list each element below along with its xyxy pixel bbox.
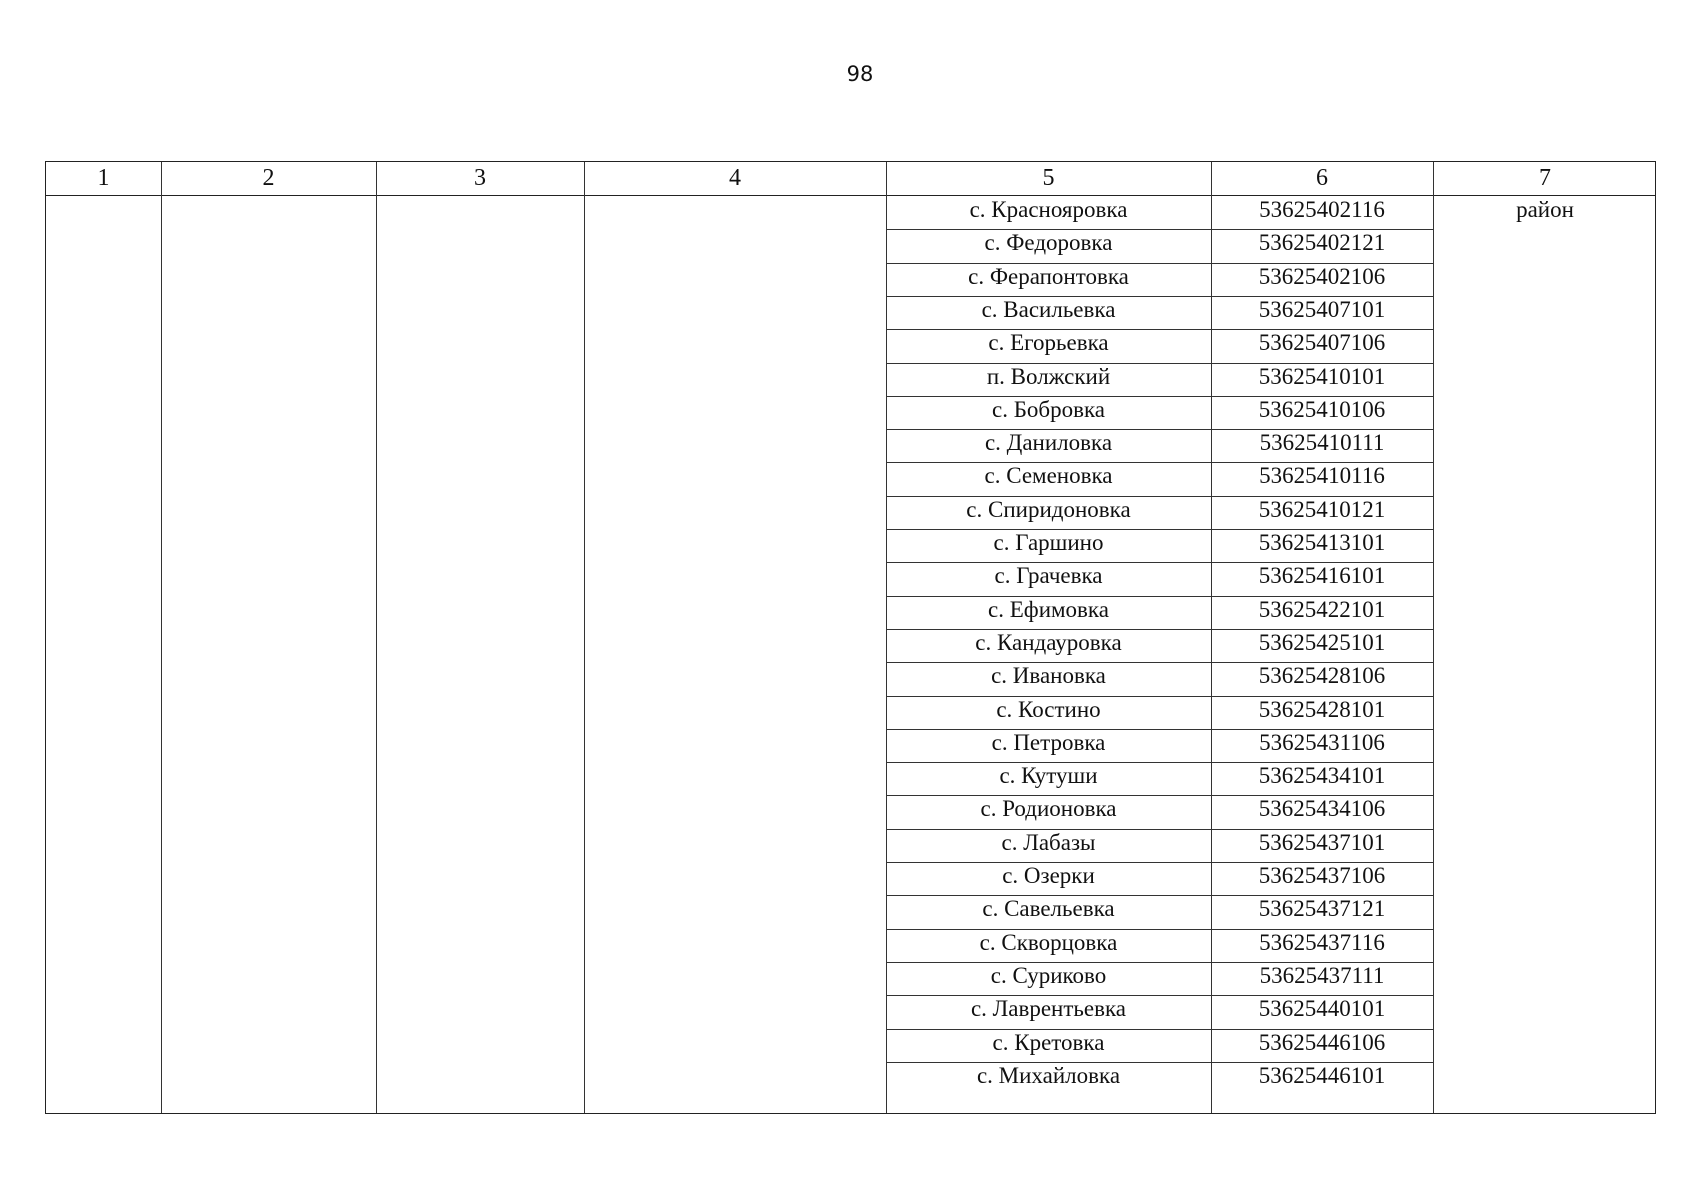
settlement-name-cell: с. Лаврентьевка — [970, 996, 1127, 1022]
oktmo-code-cell: 53625422101 — [1258, 596, 1386, 622]
column-divider — [161, 162, 162, 1113]
header-col-7: 7 — [1539, 165, 1551, 191]
settlement-name-cell: с. Кретовка — [992, 1029, 1105, 1055]
oktmo-code-cell: 53625437101 — [1258, 829, 1386, 855]
settlement-name-cell: с. Суриково — [990, 962, 1107, 988]
table-header-row — [46, 162, 1655, 196]
oktmo-code-cell: 53625437106 — [1258, 863, 1386, 888]
settlement-name-cell: с. Костино — [996, 696, 1101, 722]
oktmo-code-cell: 53625402121 — [1258, 230, 1386, 256]
settlement-name-cell: с. Ефимовка — [988, 596, 1109, 622]
settlements-table — [45, 161, 1656, 1114]
settlement-name-cell: с. Спиридоновка — [966, 496, 1131, 522]
settlement-name-cell: с. Бобровка — [991, 396, 1105, 422]
settlement-name-cell: с. Кандауровка — [975, 629, 1122, 655]
header-col-6: 6 — [1316, 165, 1328, 191]
oktmo-code-cell: 53625410111 — [1259, 430, 1385, 456]
page-number: 98 — [846, 62, 874, 86]
district-label: район — [1516, 197, 1574, 222]
oktmo-code-cell: 53625428106 — [1258, 663, 1386, 689]
oktmo-code-cell: 53625437121 — [1258, 896, 1386, 922]
oktmo-code-cell: 53625428101 — [1258, 696, 1386, 722]
oktmo-code-cell: 53625437116 — [1259, 929, 1385, 955]
oktmo-code-cell: 53625416101 — [1258, 563, 1386, 589]
settlement-name-cell: с. Скворцовка — [979, 929, 1118, 955]
settlement-name-cell: с. Лабазы — [1001, 829, 1096, 855]
header-col-4: 4 — [729, 165, 741, 191]
settlement-name-cell: с. Кутуши — [999, 763, 1098, 789]
oktmo-code-cell: 53625440101 — [1258, 996, 1386, 1022]
header-col-5: 5 — [1042, 165, 1055, 191]
oktmo-code-cell: 53625407101 — [1258, 296, 1386, 322]
header-col-3: 3 — [474, 165, 486, 191]
settlement-name-cell: с. Даниловка — [984, 430, 1113, 456]
settlement-name-cell: с. Петровка — [991, 729, 1106, 755]
oktmo-code-cell: 53625410106 — [1258, 396, 1386, 422]
oktmo-code-cell: 53625437111 — [1259, 962, 1385, 988]
settlement-name-cell: с. Семеновка — [984, 463, 1113, 489]
settlement-name-cell: с. Ферапонтовка — [968, 263, 1129, 289]
oktmo-code-cell: 53625434106 — [1258, 796, 1386, 822]
settlement-name-cell: с. Краснояровка — [969, 197, 1128, 222]
settlement-name-cell: с. Ивановка — [991, 663, 1106, 689]
settlement-name-cell: с. Егорьевка — [988, 330, 1109, 356]
settlement-name-cell: с. Федоровка — [984, 230, 1113, 256]
oktmo-code-cell: 53625410101 — [1258, 363, 1386, 389]
settlement-name-cell: с. Михайловка — [976, 1062, 1121, 1088]
oktmo-code-cell: 53625446101 — [1258, 1062, 1386, 1088]
settlement-name-cell: с. Васильевка — [981, 296, 1116, 322]
oktmo-code-cell: 53625410121 — [1258, 496, 1386, 522]
oktmo-code-cell: 53625407106 — [1258, 330, 1386, 356]
settlement-name-cell: с. Родионовка — [980, 796, 1117, 822]
settlement-name-cell: с. Савельевка — [982, 896, 1115, 922]
column-divider — [376, 162, 377, 1113]
column-divider — [584, 162, 585, 1113]
settlement-name-cell: п. Волжский — [986, 363, 1111, 389]
oktmo-code-cell: 53625431106 — [1259, 729, 1385, 755]
oktmo-code-cell: 53625434101 — [1258, 763, 1386, 789]
header-col-2: 2 — [262, 165, 275, 191]
settlement-name-cell: с. Гаршино — [993, 530, 1104, 555]
oktmo-code-cell: 53625410116 — [1259, 463, 1385, 489]
settlement-name-cell: с. Грачевка — [994, 563, 1103, 589]
oktmo-code-cell: 53625402106 — [1258, 263, 1386, 289]
settlement-name-cell: с. Озерки — [1002, 863, 1095, 888]
oktmo-code-cell: 53625402116 — [1259, 197, 1385, 222]
column-divider — [1433, 162, 1434, 1113]
oktmo-code-cell: 53625446106 — [1258, 1029, 1386, 1055]
header-col-1: 1 — [97, 165, 110, 191]
oktmo-code-cell: 53625425101 — [1258, 629, 1386, 655]
oktmo-code-cell: 53625413101 — [1258, 530, 1386, 555]
